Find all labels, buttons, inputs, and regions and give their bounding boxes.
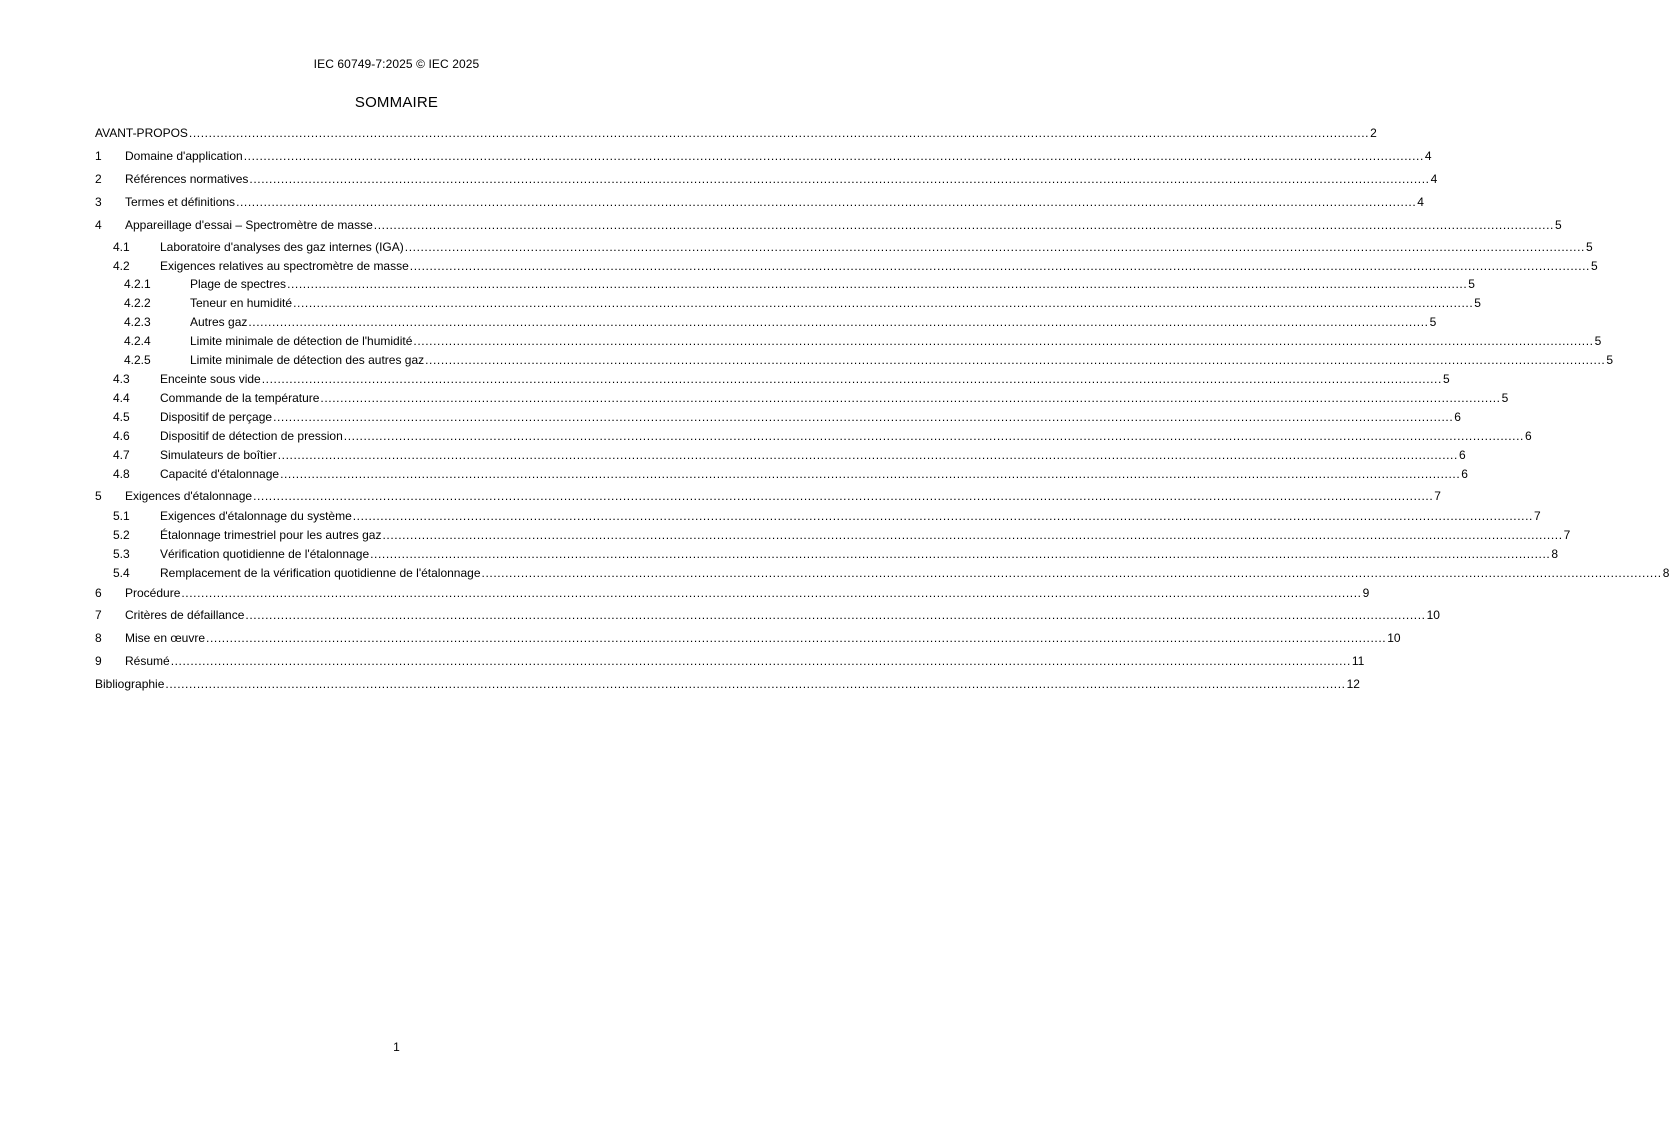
- toc-entry-page: 4: [1430, 172, 1438, 186]
- toc-entry-page: 5: [1442, 372, 1450, 386]
- toc-entry-page: 5: [1429, 315, 1437, 329]
- dot-leader: ............................................................................................................................................................................................................................................................................................................: [170, 654, 1351, 668]
- dot-leader: ............................................................................................................................................................................................................................................................................................................: [245, 608, 1426, 622]
- toc-entry-title: Étalonnage trimestriel pour les autres gaz: [160, 528, 382, 542]
- toc-entry-page: 7: [1563, 528, 1571, 542]
- toc-entry-page: 5: [1554, 218, 1562, 232]
- toc-entry-title: Laboratoire d'analyses des gaz internes (IGA): [160, 240, 404, 254]
- toc-entry-page: 5: [1474, 296, 1481, 310]
- dot-leader: ............................................................................................................................................................................................................................................................................................................: [481, 566, 1662, 580]
- toc-entry-title: Enceinte sous vide: [160, 372, 261, 386]
- toc-entry-page: 12: [1346, 677, 1360, 691]
- toc-entry[interactable]: [95, 526, 1571, 542]
- toc-entry-page: 6: [1461, 467, 1468, 481]
- toc-entry-title: Teneur en humidité: [190, 296, 293, 310]
- toc-entry-number: 2: [95, 172, 102, 186]
- dot-leader: ............................................................................................................................................................................................................................................................................................................: [243, 149, 1424, 163]
- toc-entry[interactable]: [95, 193, 1424, 209]
- toc-entry-page: 5: [1594, 334, 1602, 348]
- toc-entry[interactable]: [95, 652, 1365, 668]
- dot-leader: ............................................................................................................................................................................................................................................................................................................: [404, 240, 1585, 254]
- dot-leader: ............................................................................................................................................................................................................................................................................................................: [287, 277, 1468, 291]
- toc-entry[interactable]: [95, 294, 1481, 310]
- toc-entry[interactable]: [95, 427, 1532, 443]
- toc-entry-number: 4.8: [113, 467, 130, 481]
- toc-entry-number: 4.7: [113, 448, 130, 462]
- dot-leader: ............................................................................................................................................................................................................................................................................................................: [253, 489, 1434, 503]
- toc-entry[interactable]: [95, 313, 1437, 329]
- toc-entry[interactable]: [95, 170, 1438, 186]
- toc-entry-page: 7: [1434, 489, 1441, 503]
- toc-entry-number: 5: [95, 489, 102, 503]
- toc-entry-title: Limite minimale de détection de l'humidité: [190, 334, 413, 348]
- toc-entry[interactable]: [95, 351, 1614, 367]
- toc-entry[interactable]: [95, 257, 1598, 273]
- toc-entry-title: Limite minimale de détection des autres gaz: [190, 353, 425, 367]
- toc-entry-number: 8: [95, 631, 102, 645]
- toc-entry-number: 5.3: [113, 547, 130, 561]
- dot-leader: ............................................................................................................................................................................................................................................................................................................: [261, 372, 1442, 386]
- toc-entry-title: Exigences d'étalonnage: [125, 489, 253, 503]
- page-title: SOMMAIRE: [354, 94, 439, 111]
- toc-entry-title: Autres gaz: [190, 315, 248, 329]
- toc-entry[interactable]: [95, 124, 1377, 140]
- dot-leader: ............................................................................................................................................................................................................................................................................................................: [373, 218, 1554, 232]
- toc-entry-page: 6: [1458, 448, 1466, 462]
- toc-entry-title: Bibliographie: [95, 677, 165, 691]
- toc-entry-title: Procédure: [125, 586, 181, 600]
- toc-entry-title: Remplacement de la vérification quotidienne de l'étalonnage: [160, 566, 481, 580]
- toc-entry-number: 4.2.4: [124, 334, 151, 348]
- toc-entry[interactable]: [95, 332, 1602, 348]
- toc-entry[interactable]: [95, 606, 1440, 622]
- toc-entry-page: 4: [1417, 195, 1424, 209]
- toc-entry[interactable]: [95, 629, 1401, 645]
- toc-entry-title: Simulateurs de boîtier: [160, 448, 277, 462]
- toc-entry-number: 4.1: [113, 240, 130, 254]
- toc-entry[interactable]: [95, 389, 1509, 405]
- dot-leader: ............................................................................................................................................................................................................................................................................................................: [343, 429, 1524, 443]
- toc-entry-title: Capacité d'étalonnage: [160, 467, 280, 481]
- dot-leader: ............................................................................................................................................................................................................................................................................................................: [181, 586, 1362, 600]
- toc-entry-page: 8: [1662, 566, 1669, 580]
- toc-entry-page: 6: [1454, 410, 1461, 424]
- toc-entry-title: Vérification quotidienne de l'étalonnage: [160, 547, 370, 561]
- toc-entry-number: 3: [95, 195, 102, 209]
- dot-leader: ............................................................................................................................................................................................................................................................................................................: [293, 296, 1474, 310]
- toc-entry[interactable]: [95, 408, 1461, 424]
- toc-entry-title: AVANT-PROPOS: [95, 126, 188, 140]
- toc-entry-title: Domaine d'application: [125, 149, 243, 163]
- dot-leader: ............................................................................................................................................................................................................................................................................................................: [352, 509, 1533, 523]
- page-number: 1: [393, 1040, 400, 1054]
- toc-entry-number: 5.4: [113, 566, 130, 580]
- toc-entry-number: 4.2.5: [124, 353, 151, 367]
- toc-entry-title: Plage de spectres: [190, 277, 287, 291]
- toc-entry-number: 4.4: [113, 391, 130, 405]
- dot-leader: ............................................................................................................................................................................................................................................................................................................: [206, 631, 1387, 645]
- toc-entry-number: 7: [95, 608, 102, 622]
- toc-entry-page: 10: [1387, 631, 1401, 645]
- dot-leader: ............................................................................................................................................................................................................................................................................................................: [165, 677, 1346, 691]
- toc-entry-page: 11: [1351, 654, 1365, 668]
- toc-entry-title: Références normatives: [125, 172, 249, 186]
- toc-entry-title: Mise en œuvre: [125, 631, 206, 645]
- toc-entry-title: Dispositif de perçage: [160, 410, 273, 424]
- toc-entry[interactable]: [95, 238, 1593, 254]
- toc-entry[interactable]: [95, 564, 1669, 580]
- toc-entry-title: Appareillage d'essai – Spectromètre de masse: [125, 218, 373, 232]
- toc-entry-page: 8: [1551, 547, 1559, 561]
- dot-leader: ............................................................................................................................................................................................................................................................................................................: [320, 391, 1501, 405]
- toc-entry-title: Exigences d'étalonnage du système: [160, 509, 352, 523]
- toc-entry-page: 5: [1501, 391, 1509, 405]
- dot-leader: ............................................................................................................................................................................................................................................................................................................: [382, 528, 1563, 542]
- toc-entry-number: 9: [95, 654, 102, 668]
- toc-entry[interactable]: [95, 465, 1468, 481]
- toc-entry-page: 4: [1424, 149, 1432, 163]
- toc-entry[interactable]: [95, 675, 1360, 691]
- toc-entry[interactable]: [95, 275, 1475, 291]
- toc-entry-page: 5: [1606, 353, 1614, 367]
- toc-entry[interactable]: [95, 216, 1562, 232]
- toc-entry-number: 4: [95, 218, 102, 232]
- toc-entry-number: 6: [95, 586, 102, 600]
- toc-entry-page: 2: [1370, 126, 1377, 140]
- toc-entry-page: 7: [1533, 509, 1541, 523]
- toc-entry-page: 5: [1591, 259, 1598, 273]
- toc-entry-page: 10: [1426, 608, 1440, 622]
- toc-entry[interactable]: [95, 584, 1370, 600]
- document-header: IEC 60749-7:2025 © IEC 2025: [313, 57, 480, 71]
- toc-entry-number: 4.2.2: [124, 296, 151, 310]
- toc-entry-number: 1: [95, 149, 102, 163]
- dot-leader: ............................................................................................................................................................................................................................................................................................................: [236, 195, 1417, 209]
- toc-entry-number: 4.2: [113, 259, 130, 273]
- toc-entry-number: 5.1: [113, 509, 130, 523]
- toc-entry[interactable]: [95, 507, 1541, 523]
- dot-leader: ............................................................................................................................................................................................................................................................................................................: [248, 315, 1429, 329]
- toc-entry-title: Termes et définitions: [125, 195, 236, 209]
- toc-entry-page: 9: [1362, 586, 1370, 600]
- toc-entry-number: 4.3: [113, 372, 130, 386]
- toc-entry[interactable]: [95, 370, 1450, 386]
- dot-leader: ............................................................................................................................................................................................................................................................................................................: [188, 126, 1370, 140]
- toc-entry-number: 4.6: [113, 429, 130, 443]
- toc-entry-title: Exigences relatives au spectromètre de masse: [160, 259, 409, 273]
- toc-entry-title: Dispositif de détection de pression: [160, 429, 343, 443]
- dot-leader: ............................................................................................................................................................................................................................................................................................................: [413, 334, 1594, 348]
- dot-leader: ............................................................................................................................................................................................................................................................................................................: [249, 172, 1430, 186]
- dot-leader: ............................................................................................................................................................................................................................................................................................................: [277, 448, 1458, 462]
- toc-entry-page: 5: [1468, 277, 1475, 291]
- toc-entry-page: 6: [1524, 429, 1532, 443]
- dot-leader: ............................................................................................................................................................................................................................................................................................................: [425, 353, 1606, 367]
- toc-entry-number: 4.2.1: [124, 277, 151, 291]
- toc-entry-title: Critères de défaillance: [125, 608, 245, 622]
- toc-entry[interactable]: [95, 446, 1466, 462]
- toc-entry[interactable]: [95, 147, 1432, 163]
- toc-entry[interactable]: [95, 545, 1559, 561]
- toc-entry-number: 4.5: [113, 410, 130, 424]
- toc-entry-title: Commande de la température: [160, 391, 320, 405]
- toc-entry-number: 5.2: [113, 528, 130, 542]
- dot-leader: ............................................................................................................................................................................................................................................................................................................: [280, 467, 1461, 481]
- toc-entry[interactable]: [95, 487, 1441, 503]
- dot-leader: ............................................................................................................................................................................................................................................................................................................: [409, 259, 1590, 273]
- toc-entry-page: 5: [1585, 240, 1593, 254]
- dot-leader: ............................................................................................................................................................................................................................................................................................................: [273, 410, 1454, 424]
- dot-leader: ............................................................................................................................................................................................................................................................................................................: [370, 547, 1551, 561]
- toc-entry-title: Résumé: [125, 654, 170, 668]
- toc-entry-number: 4.2.3: [124, 315, 151, 329]
